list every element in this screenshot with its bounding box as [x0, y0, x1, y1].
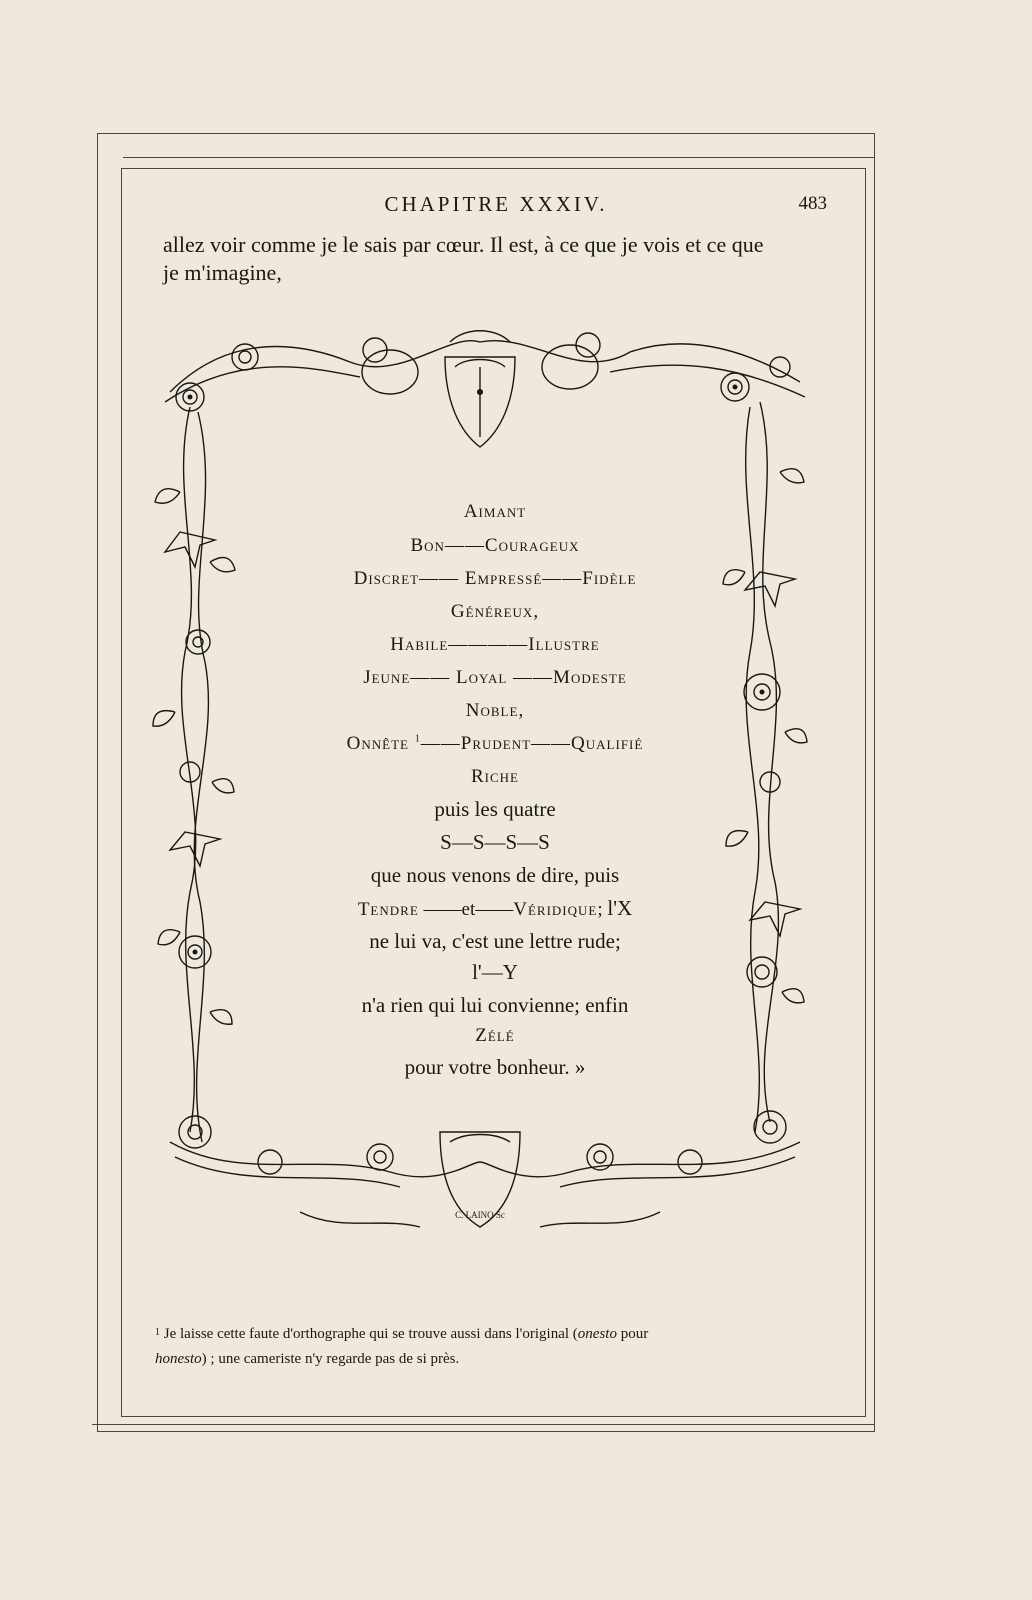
acrostic-line: S—S—S—S — [440, 830, 550, 854]
acrostic-word: Illustre — [528, 634, 600, 655]
acrostic-word: Discret — [353, 568, 420, 589]
acrostic-line — [280, 1025, 710, 1047]
acrostic-line: n'a rien qui lui convienne; enfin — [361, 993, 629, 1017]
acrostic-line: puis les quatre — [434, 797, 556, 821]
acrostic-word: Zélé — [475, 1025, 515, 1046]
acrostic-word: Modeste — [553, 667, 627, 688]
acrostic-word: Fidèle — [582, 568, 637, 589]
acrostic-line: Tendre ——et——Véridique; l'X — [357, 896, 633, 920]
footnote-text: pour — [616, 1326, 649, 1342]
body-text-line: allez voir comme je le sais par cœur. Il est, à ce que je vois et ce que — [163, 232, 764, 257]
acrostic-word: Aimant — [463, 501, 527, 522]
footnote-reference: 1 — [414, 733, 421, 745]
acrostic-word: l'X — [607, 896, 633, 920]
acrostic-word: et — [461, 899, 476, 920]
acrostic-line: Bon——Courageux — [410, 535, 580, 556]
footnote — [155, 1322, 820, 1372]
acrostic-word: Riche — [470, 766, 519, 787]
footnote-text: Je laisse cette faute d'orthographe qui se trouve aussi dans l'original ( — [163, 1326, 578, 1342]
acrostic-word: Habile — [390, 634, 449, 655]
acrostic-line: Discret—— Empressé——Fidèle — [353, 568, 637, 589]
body-text-line: je m'imagine, — [163, 260, 282, 285]
acrostic-word: Prudent — [460, 733, 532, 754]
frame-bottom-rule — [92, 1424, 874, 1425]
acrostic-line: que nous venons de dire, puis — [370, 863, 620, 887]
acrostic-word: Courageux — [484, 535, 580, 556]
acrostic-word: Qualifié — [571, 733, 644, 754]
footnote-marker: 1 — [155, 1327, 160, 1338]
acrostic-line — [280, 766, 710, 788]
page-number: 483 — [798, 193, 827, 214]
acrostic-word: Noble — [465, 700, 519, 721]
acrostic-word: Empressé — [464, 568, 543, 589]
footnote-italic-word: onesto — [577, 1326, 617, 1342]
acrostic-word: Véridique — [513, 899, 598, 920]
footnote-text: ) ; une cameriste n'y regarde pas de si près. — [201, 1351, 460, 1367]
acrostic-word: Loyal — [456, 667, 508, 688]
engraver-signature: C. LAINO Sc — [455, 1210, 505, 1220]
acrostic-word: Jeune — [363, 667, 411, 688]
acrostic-word: Onnête — [346, 733, 409, 754]
acrostic-line: ne lui va, c'est une lettre rude; — [369, 929, 621, 953]
chapter-title: CHAPITRE XXXIV. — [384, 192, 608, 216]
acrostic-line: pour votre bonheur. » — [404, 1055, 586, 1079]
acrostic-word: Généreux — [450, 601, 534, 622]
acrostic-line: Habile————Illustre — [390, 634, 600, 655]
acrostic-line — [280, 501, 710, 523]
acrostic-line: Onnête $^1$——Prudent——Qualifié — [346, 733, 644, 754]
running-head — [165, 192, 827, 220]
footnote-italic-word: honesto — [155, 1351, 202, 1367]
acrostic-line: Généreux, — [450, 601, 540, 622]
acrostic-word: Bon — [410, 535, 445, 556]
acrostic-word: Tendre — [357, 899, 419, 920]
acrostic-line: Noble, — [465, 700, 525, 721]
acrostic-line: l'—Y — [472, 960, 518, 984]
acrostic-line: Jeune—— Loyal ——Modeste — [363, 667, 627, 688]
